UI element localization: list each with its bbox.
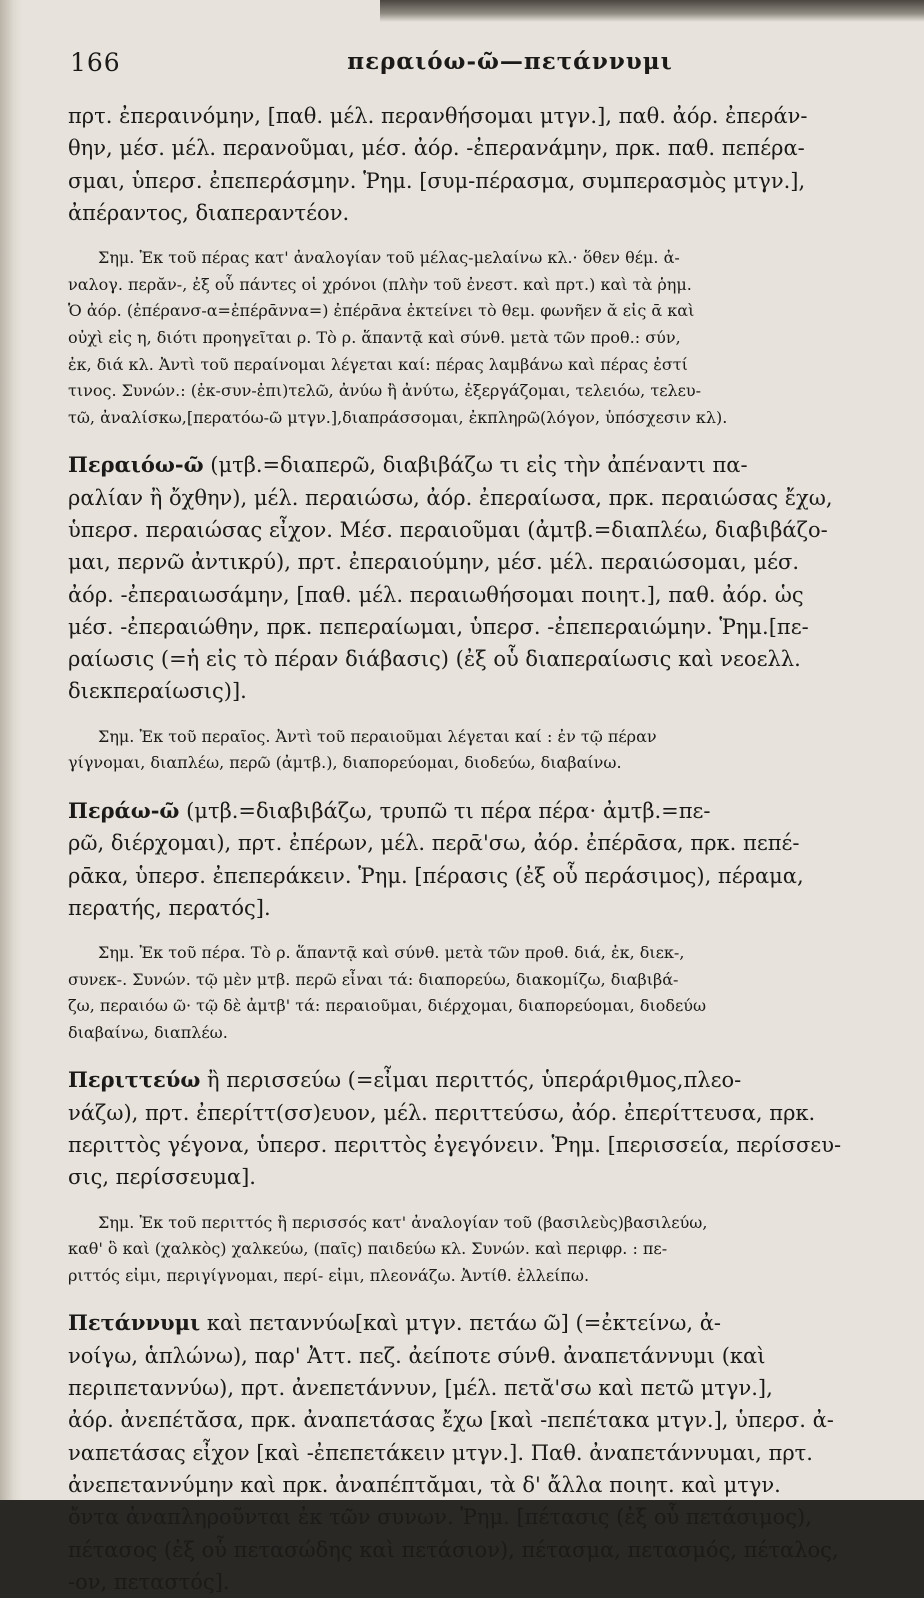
entry-line: περιπεταννύω), πρτ. ἀνεπετάννυν, [μέλ. πετᾰ'σω καὶ πετῶ μτγν.], <box>68 1376 773 1401</box>
headword: Πετάννυμι <box>68 1310 201 1336</box>
entry-line: ὑπερσ. περαιώσας εἶχον. Μέσ. περαιοῦμαι (ἀμτβ.=διαπλέω, διαβιβάζο- <box>68 517 828 542</box>
page-header <box>70 40 900 90</box>
entry-note <box>68 1210 906 1290</box>
entry-line: ρῶ, διέρχομαι), πρτ. ἐπέρων, μέλ. περᾱ'σω, ἀόρ. ἐπέρᾱσα, πρκ. πεπέ- <box>68 831 800 856</box>
note-line: γίγνομαι, διαπλέω, περῶ (ἀμτβ.), διαπορεύομαι, διοδεύω, διαβαίνω. <box>68 753 622 773</box>
entry-line: ὄντα ἀναπληροῦνται ἐκ τῶν συνων. Ῥημ. [πέτασις (ἐξ οὗ πετάσιμος), <box>68 1505 812 1530</box>
entry-line: ραίωσις (=ἡ εἰς τὸ πέραν διάβασις) (ἐξ οὗ διαπεραίωσις καὶ νεοελλ. <box>68 647 801 672</box>
entry-line: ρᾱκα, ὑπερσ. ἐπεπεράκειν. Ῥημ. [πέρασις (ἐξ οὗ περάσιμος), πέραμα, <box>68 863 804 888</box>
entry-line: νάζω), πρτ. ἐπερίττ(σσ)ευον, μέλ. περιττεύσω, ἀόρ. ἐπερίττευσα, πρκ. <box>68 1100 816 1125</box>
page-number: 166 <box>70 48 121 77</box>
entry-line: νοίγω, ἁπλώνω), παρ' Ἀττ. πεζ. ἀείποτε σύνθ. ἀναπετάννυμι (καὶ <box>68 1343 766 1368</box>
note-line: Σημ. Ἐκ τοῦ πέρα. Τὸ ρ. ἅπαντᾷ καὶ σύνθ. μετὰ τῶν προθ. διά, ἐκ, διεκ-, <box>98 943 685 963</box>
entry-perritteuo <box>68 1064 906 1193</box>
entry-first-line <box>68 795 906 827</box>
entry-line: μέσ. -ἐπεραιώθην, πρκ. πεπεραίωμαι, ὑπερσ. -ἐπεπεραιώμην. Ῥημ.[πε- <box>68 614 809 639</box>
note-line: ζω, περαιόω ῶ· τῷ δὲ ἀμτβ' τά: περαιοῦμαι, διέρχομαι, διαπορεύομαι, διοδεύω <box>68 996 707 1016</box>
entry-line: πρτ. ἐπεραινόμην, [παθ. μέλ. περανθήσομαι μτγν.], παθ. ἀόρ. ἐπεράν- <box>68 104 808 128</box>
entry-line-text: (μτβ.=διαβιβάζω, τρυπῶ τι πέρα πέρα· ἀμτβ.=πε- <box>179 798 711 823</box>
note-line: συνεκ-. Συνών. τῷ μὲν μτβ. περῶ εἶναι τά: διαπορεύω, διακομίζω, διαβιβά- <box>68 969 679 989</box>
entry-note <box>68 724 906 777</box>
note-line: ναλογ. περᾰν-, ἐξ οὗ πάντες οἱ χρόνοι (πλὴν τοῦ ἐνεστ. καὶ πρτ.) καὶ τὰ ῥημ. <box>68 274 692 294</box>
entry-line: ἀόρ. -ἐπεραιωσάμην, [παθ. μέλ. περαιωθήσομαι ποιητ.], παθ. ἀόρ. ὡς <box>68 582 804 607</box>
note-line: Σημ. Ἐκ τοῦ περιττός ἢ περισσός κατ' ἀναλογίαν τοῦ (βασιλεὺς)βασιλεύω, <box>98 1212 708 1232</box>
entry-line: σις, περίσσευμα]. <box>68 1165 256 1190</box>
note-line: Ὁ ἀόρ. (ἐπέρανσ-α=ἐπέρᾱννα=) ἐπέρᾱνα ἐκτείνει τὸ θεμ. φωνῆεν ᾰ εἰς ᾱ καὶ <box>68 301 695 321</box>
headword: Περιττεύω <box>68 1067 201 1093</box>
note-line: Σημ. Ἐκ τοῦ πέρας κατ' ἀναλογίαν τοῦ μέλας-μελαίνω κλ.· ὅθεν θέμ. ἀ- <box>98 248 680 268</box>
note-line: Σημ. Ἐκ τοῦ περαῖος. Ἀντὶ τοῦ περαιοῦμαι λέγεται καί : ἐν τῷ πέραν <box>98 726 657 746</box>
headword: Περάω-ῶ <box>68 797 180 823</box>
page-top-edge-shadow <box>380 0 924 22</box>
entry-line: διεκπεραίωσις)]. <box>68 679 247 704</box>
entry-first-line <box>68 1064 906 1096</box>
entry-first-line <box>68 449 906 481</box>
note-line: οὐχὶ εἰς η, διότι προηγεῖται ρ. Τὸ ρ. ἅπαντᾷ καὶ σύνθ. μετὰ τῶν προθ.: σύν, <box>68 327 681 347</box>
entry-note <box>68 940 906 1046</box>
entry-line: θην, μέσ. μέλ. περανοῦμαι, μέσ. ἀόρ. -ἐπερανάμην, πρκ. παθ. πεπέρα- <box>68 136 805 161</box>
entry-line-text: (μτβ.=διαπερῶ, διαβιβάζω τι εἰς τὴν ἀπέναντι πα- <box>203 453 748 478</box>
running-title: περαιόω-ῶ—πετάννυμι <box>347 48 673 75</box>
page-spine-shadow <box>0 0 22 1500</box>
entry-continuation <box>68 100 906 229</box>
entry-line: ἀπέραντος, διαπεραντέον. <box>68 200 350 225</box>
entry-note <box>68 245 906 431</box>
note-line: ριττός εἰμι, περιγίγνομαι, περί- εἰμι, πλεονάζω. Ἀντίθ. ἐλλείπω. <box>68 1265 590 1285</box>
entry-line: ραλίαν ἢ ὄχθην), μέλ. περαιώσω, ἀόρ. ἐπεραίωσα, πρκ. περαιώσας ἔχω, <box>68 485 833 510</box>
entry-line-text: καὶ πεταννύω[καὶ μτγν. πετάω ῶ] (=ἐκτείνω, ἀ- <box>200 1311 721 1336</box>
entry-peraioo <box>68 449 906 707</box>
note-line: διαβαίνω, διαπλέω. <box>68 1022 228 1042</box>
note-line: τῶ, ἀναλίσκω,[περατόω-ῶ μτγν.],διαπράσσομαι, ἐκπληρῶ(λόγον, ὑπόσχεσιν κλ). <box>68 407 728 427</box>
headword: Περαιόω-ῶ <box>68 452 204 478</box>
entry-petannymi <box>68 1307 906 1598</box>
entry-line: ἀόρ. ἀνεπέτᾰσα, πρκ. ἀναπετάσας ἔχω [καὶ -πεπέτακα μτγν.], ὑπερσ. ἀ- <box>68 1408 834 1433</box>
entry-line-text: ἢ περισσεύω (=εἶμαι περιττός, ὑπεράριθμος,πλεο- <box>200 1068 742 1093</box>
entry-line: σμαι, ὑπερσ. ἐπεπεράσμην. Ῥημ. [συμ-πέρασμα, συμπερασμὸς μτγν.], <box>68 168 806 193</box>
note-line: καθ' ὃ καὶ (χαλκὸς) χαλκεύω, (παῖς) παιδεύω κλ. Συνών. καὶ περιφρ. : πε- <box>68 1239 668 1259</box>
entry-first-line <box>68 1307 906 1339</box>
entry-perao <box>68 795 906 924</box>
entry-line: μαι, περνῶ ἀντικρύ), πρτ. ἐπεραιούμην, μέσ. μέλ. περαιώσομαι, μέσ. <box>68 550 800 575</box>
entry-line: -ον, πεταστός]. <box>68 1569 230 1594</box>
entry-line: ἀνεπεταννύμην καὶ πρκ. ἀναπέπτᾰμαι, τὰ δ' ἄλλα ποιητ. καὶ μτγν. <box>68 1472 781 1497</box>
note-line: ἐκ, διά κλ. Ἀντὶ τοῦ περαίνομαι λέγεται καί: πέρας λαμβάνω καὶ πέρας ἐστί <box>68 354 688 374</box>
entry-line: ναπετάσας εἶχον [καὶ -ἐπεπετάκειν μτγν.]. Παθ. ἀναπετάννυμαι, πρτ. <box>68 1440 813 1465</box>
entry-line: πέτασος (ἐξ οὗ πετασώδης καὶ πετάσιον), πέτασμα, πετασμός, πέταλος, <box>68 1537 839 1562</box>
dictionary-text <box>68 100 906 1598</box>
entry-line: περατής, περατός]. <box>68 895 271 920</box>
entry-line: περιττὸς γέγονα, ὑπερσ. περιττὸς ἐγεγόνειν. Ῥημ. [περισσεία, περίσσευ- <box>68 1133 842 1158</box>
note-line: τινος. Συνών.: (ἐκ-συν-ἐπι)τελῶ, ἀνύω ἢ ἀνύτω, ἐξεργάζομαι, τελειόω, τελευ- <box>68 381 702 401</box>
